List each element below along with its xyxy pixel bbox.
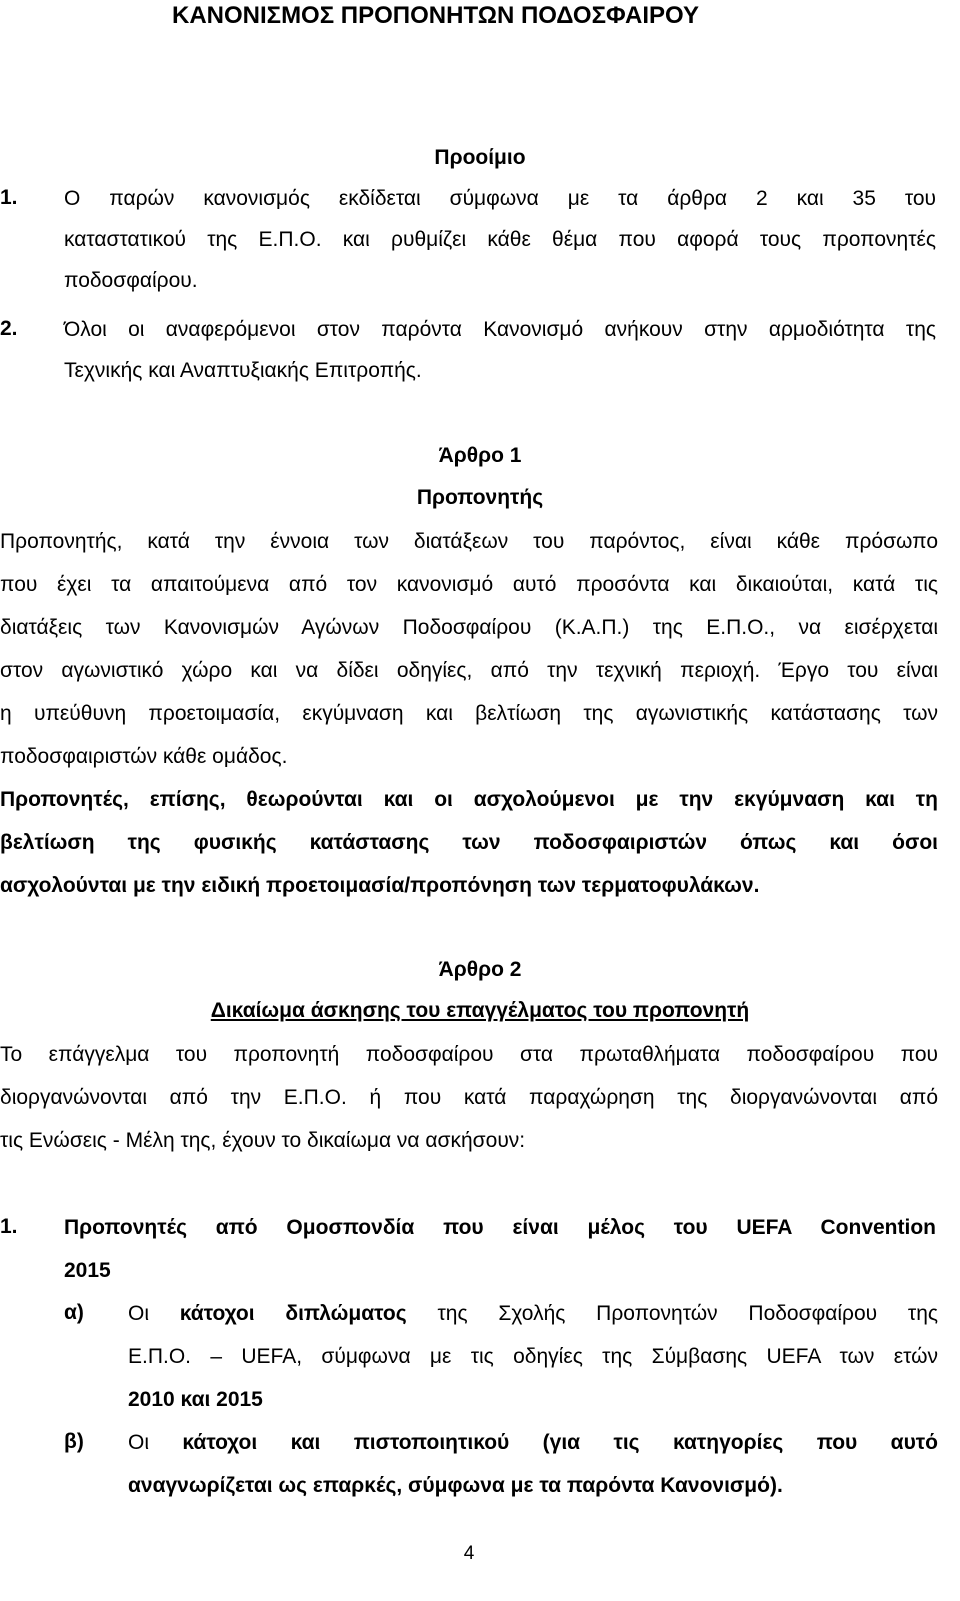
article-1-p1-line: η υπεύθυνη προετοιμασία, εκγύμναση και βελτίωση της αγωνιστικής κατάστασης των [0, 702, 938, 725]
sub-item-b-pre: Οι [128, 1431, 183, 1454]
preamble-item-1-number: 1. [0, 186, 18, 209]
article-1-p2-line: Προπονητές, επίσης, θεωρούνται και οι ασχολούμενοι με την εκγύμναση και τη [0, 788, 938, 811]
sub-item-b-line [128, 1421, 938, 1464]
article-1-p1-line: που έχει τα απαιτούμενα από τον κανονισμό αυτό προσόντα και δικαιούται, κατά τις [0, 573, 938, 596]
article-2-line: διοργανώνονται από την Ε.Π.Ο. ή που κατά παραχώρηση της διοργανώνονται από [0, 1086, 938, 1109]
sub-item-a-line [128, 1292, 938, 1335]
preamble-item-2-number: 2. [0, 317, 18, 340]
preamble-item-2-line: Όλοι οι αναφερόμενοι στον παρόντα Κανονισμό ανήκουν στην αρμοδιότητα της [64, 318, 936, 341]
document-title: ΚΑΝΟΝΙΣΜΟΣ ΠΡΟΠΟΝΗΤΩΝ ΠΟΔΟΣΦΑΙΡΟΥ [172, 2, 700, 29]
article-1-p1-line: Προπονητής, κατά την έννοια των διατάξεων του παρόντος, είναι κάθε πρόσωπο [0, 530, 938, 553]
sub-item-b-bold: κάτοχοι και πιστοποιητικού (για τις κατηγορίες που αυτό [182, 1431, 938, 1454]
article-1-subheading: Προπονητής [416, 486, 544, 509]
sub-item-a-line: Ε.Π.Ο. – UEFA, σύμφωνα με τις οδηγίες της Σύμβασης UEFA των ετών [128, 1345, 938, 1368]
sub-item-a-letter: α) [64, 1301, 84, 1324]
preamble-item-1-line: ποδοσφαίρου. [64, 269, 198, 292]
article-1-p1-line: στον αγωνιστικό χώρο και να δίδει οδηγίες, από την τεχνική περιοχή. Έργο του είναι [0, 659, 938, 682]
preamble-item-1 [64, 178, 936, 301]
article-2-item-1 [64, 1206, 936, 1292]
sub-item-a [128, 1292, 938, 1421]
article-2-item-1-line: Προπονητές από Ομοσπονδία που είναι μέλος του UEFA Convention [64, 1216, 936, 1239]
sub-item-a-bold: κάτοχοι διπλώματος [179, 1302, 407, 1325]
article-1-p1-line: διατάξεις των Κανονισμών Αγώνων Ποδοσφαίρου (Κ.Α.Π.) της Ε.Π.Ο., να εισέρχεται [0, 616, 938, 639]
sub-item-b [128, 1421, 938, 1507]
sub-item-a-pre: Οι [128, 1302, 180, 1325]
preamble-item-2-line: Τεχνικής και Αναπτυξιακής Επιτροπής. [64, 359, 422, 382]
article-2-paragraph [0, 1033, 938, 1162]
sub-item-a-line: 2010 και 2015 [128, 1388, 263, 1411]
article-1-p2-line: ασχολούνται με την ειδική προετοιμασία/προπόνηση των τερματοφυλάκων. [0, 874, 760, 897]
preamble-item-2 [64, 309, 936, 391]
article-1-p2-line: βελτίωση της φυσικής κατάστασης των ποδοσφαιριστών όπως και όσοι [0, 831, 938, 854]
article-2-subheading: Δικαίωμα άσκησης του επαγγέλματος του προπονητή [210, 999, 750, 1022]
article-1-p1-line: ποδοσφαιριστών κάθε ομάδος. [0, 745, 288, 768]
article-1-heading: Άρθρο 1 [438, 444, 522, 467]
preamble-item-1-line: Ο παρών κανονισμός εκδίδεται σύμφωνα με τα άρθρα 2 και 35 του [64, 187, 936, 210]
sub-item-b-line: αναγνωρίζεται ως επαρκές, σύμφωνα με τα παρόντα Κανονισμό). [128, 1474, 783, 1497]
article-1-paragraph-1 [0, 520, 938, 778]
article-2-item-1-line: 2015 [64, 1259, 111, 1282]
article-1-paragraph-2 [0, 778, 938, 907]
preamble-item-1-line: καταστατικού της Ε.Π.Ο. και ρυθμίζει κάθε θέμα που αφορά τους προπονητές [64, 228, 936, 251]
page-number: 4 [463, 1543, 475, 1564]
sub-item-b-letter: β) [64, 1430, 84, 1453]
article-2-line: τις Ενώσεις - Μέλη της, έχουν το δικαίωμα να ασκήσουν: [0, 1129, 526, 1152]
article-2-heading: Άρθρο 2 [438, 958, 522, 981]
article-2-line: Το επάγγελμα του προπονητή ποδοσφαίρου στα πρωταθλήματα ποδοσφαίρου που [0, 1043, 938, 1066]
sub-item-a-post: της Σχολής Προπονητών Ποδοσφαίρου της [406, 1302, 938, 1325]
preamble-heading: Προοίμιο [434, 146, 526, 169]
article-2-item-1-number: 1. [0, 1215, 18, 1238]
